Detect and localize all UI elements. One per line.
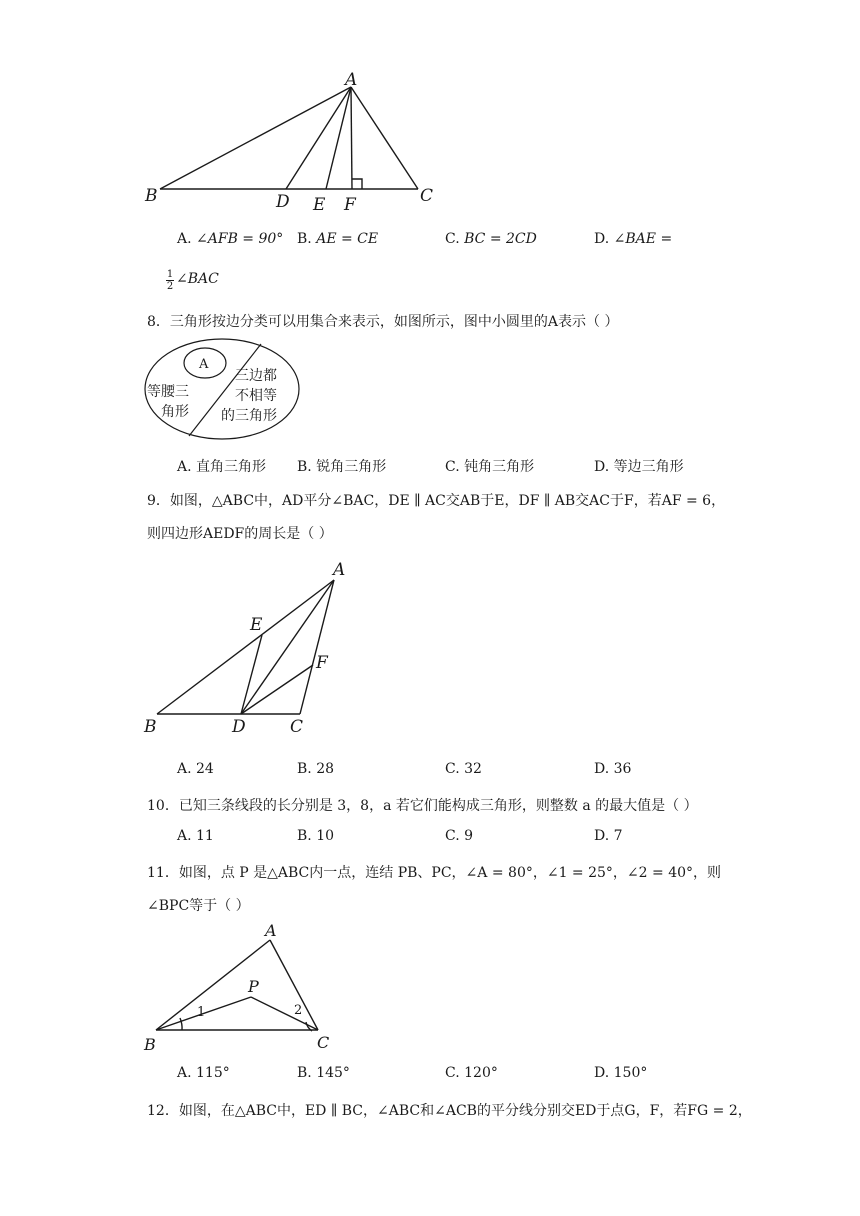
q8-option-a[interactable] (177, 456, 266, 476)
option-letter: D. (594, 828, 610, 844)
q9-label-c: C (290, 717, 304, 737)
q8-left-region-line2: 角形 (161, 404, 189, 420)
option-text: AE = CE (316, 231, 379, 247)
q9-label-e: E (250, 615, 263, 635)
option-letter: D. (594, 231, 610, 247)
q7-segment-ae (326, 87, 351, 189)
q7-option-d-continuation: ∠BAC (176, 271, 219, 287)
option-letter: B. (297, 828, 312, 844)
q10-stem: 10．已知三条线段的长分别是 3，8，a 若它们能构成三角形，则整数 a 的最大值是（ ） (147, 798, 698, 814)
option-letter: A. (177, 1065, 192, 1081)
q9-segment-ab (157, 580, 334, 714)
q9-option-a[interactable] (177, 761, 214, 777)
option-letter: D. (594, 459, 610, 475)
option-text: 等边三角形 (613, 459, 684, 475)
q8-left-region-line1: 等腰三 (147, 384, 189, 400)
q11-label-p: P (248, 977, 259, 996)
option-text: 115° (196, 1065, 230, 1081)
option-text: 9 (464, 828, 474, 844)
q7-option-a[interactable] (177, 231, 283, 247)
option-letter: A. (177, 459, 192, 475)
q7-segment-ad (286, 87, 351, 189)
option-letter: B. (297, 761, 312, 777)
option-text: 145° (316, 1065, 350, 1081)
q11-option-a[interactable] (177, 1065, 230, 1081)
q9-option-c[interactable] (445, 761, 482, 777)
q9-option-d[interactable] (594, 761, 631, 777)
q11-figure (140, 918, 340, 1058)
q7-option-b[interactable] (297, 231, 378, 247)
q10-option-b[interactable] (297, 828, 334, 844)
option-text: ∠BAE = (613, 231, 673, 247)
option-text: 11 (196, 828, 214, 844)
q9-figure (140, 555, 360, 740)
q9-segment-ad (241, 580, 334, 714)
q9-stem-line1: 9．如图，△ABC中，AD平分∠BAC，DE ∥ AC交AB于E，DF ∥ AB交AC于F，若AF = 6， (147, 493, 726, 509)
q9-stem-line2: 则四边形AEDF的周长是（ ） (147, 526, 333, 542)
q7-label-c: C (420, 186, 434, 206)
option-text: 7 (613, 828, 623, 844)
q7-right-angle-mark (352, 179, 362, 189)
option-text: 钝角三角形 (464, 459, 535, 475)
option-text: 36 (613, 761, 632, 777)
option-text: 28 (316, 761, 335, 777)
q7-segment-ac (351, 87, 418, 189)
q10-option-d[interactable] (594, 828, 623, 844)
q7-figure (140, 70, 440, 215)
option-letter: B. (297, 231, 312, 247)
option-text: 直角三角形 (196, 459, 267, 475)
q11-angle1-arc (180, 1018, 182, 1030)
q11-label-angle2: 2 (294, 1003, 303, 1018)
q11-segment-pc (251, 997, 318, 1030)
q9-segment-ac (300, 580, 334, 714)
q8-figure (143, 336, 305, 442)
q11-label-angle1: 1 (197, 1005, 206, 1020)
q11-label-c: C (317, 1033, 330, 1052)
option-text: 32 (464, 761, 482, 777)
option-letter: B. (297, 1065, 312, 1081)
option-text: 10 (316, 828, 335, 844)
option-letter: C. (445, 828, 460, 844)
option-letter: C. (445, 231, 460, 247)
q11-option-c[interactable] (445, 1065, 498, 1081)
option-letter: B. (297, 459, 312, 475)
option-letter: D. (594, 761, 610, 777)
option-text: 24 (196, 761, 214, 777)
q11-option-b[interactable] (297, 1065, 350, 1081)
option-letter: D. (594, 1065, 610, 1081)
option-letter: C. (445, 761, 460, 777)
q8-right-region-line1: 三边都 (235, 368, 277, 384)
fraction-numerator: 1 (166, 269, 174, 280)
q7-label-d: D (276, 192, 290, 212)
q8-right-region-line3: 的三角形 (221, 408, 277, 424)
option-text: ∠AFB = 90° (196, 231, 284, 247)
option-text: 120° (464, 1065, 498, 1081)
q10-option-a[interactable] (177, 828, 214, 844)
q7-label-f: F (344, 195, 356, 215)
q7-label-a: A (345, 70, 358, 90)
q9-label-b: B (144, 717, 157, 737)
q11-label-a: A (265, 921, 277, 940)
q8-stem: 8．三角形按边分类可以用集合来表示，如图所示，图中小圆里的A表示（ ） (147, 314, 619, 330)
q8-right-region-line2: 不相等 (235, 388, 277, 404)
option-text: 150° (613, 1065, 648, 1081)
q7-option-d[interactable] (594, 231, 672, 247)
q7-segment-af (351, 87, 352, 189)
q11-label-b: B (144, 1035, 156, 1054)
option-letter: A. (177, 761, 192, 777)
q7-label-b: B (145, 186, 158, 206)
q8-option-d[interactable] (594, 456, 684, 476)
q8-small-circle-label: A (199, 357, 209, 372)
fraction-denominator: 2 (166, 281, 174, 292)
option-letter: C. (445, 459, 460, 475)
option-letter: C. (445, 1065, 460, 1081)
q9-label-f: F (316, 653, 328, 673)
q7-option-c[interactable] (445, 231, 537, 247)
q9-label-d: D (232, 717, 246, 737)
q7-option-d-fraction (166, 269, 174, 292)
option-letter: A. (177, 828, 192, 844)
q11-option-d[interactable] (594, 1065, 647, 1081)
q12-stem-line1: 12．如图，在△ABC中，ED ∥ BC，∠ABC和∠ACB的平分线分别交ED于点G，F，若FG = 2， (147, 1103, 752, 1119)
q11-stem-line2: ∠BPC等于（ ） (147, 898, 250, 914)
q9-option-b[interactable] (297, 761, 334, 777)
q9-label-a: A (333, 560, 346, 580)
option-text: BC = 2CD (464, 231, 537, 247)
q10-option-c[interactable] (445, 828, 473, 844)
q7-label-e: E (313, 195, 326, 215)
option-text: 锐角三角形 (316, 459, 387, 475)
q11-stem-line1: 11．如图，点 P 是△ABC内一点，连结 PB、PC，∠A = 80°，∠1 = 25°，∠2 = 40°，则 (147, 865, 722, 881)
q7-segment-ab (160, 87, 351, 189)
q8-option-c[interactable] (445, 456, 534, 476)
q8-option-b[interactable] (297, 456, 386, 476)
option-letter: A. (177, 231, 192, 247)
